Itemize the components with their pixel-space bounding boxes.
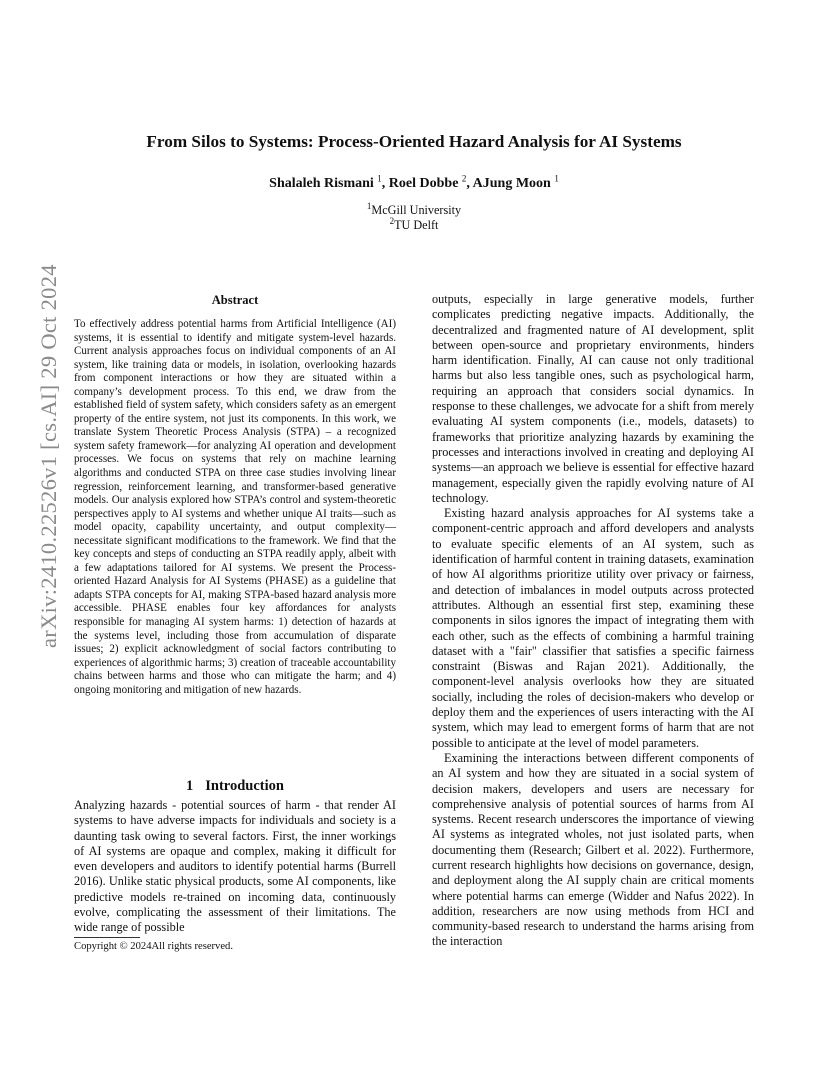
arxiv-identifier-stamp: arXiv:2410.22526v1 [cs.AI] 29 Oct 2024 (36, 264, 61, 648)
author-affil-mark: 1 (377, 173, 382, 184)
author-affil-mark: 1 (554, 173, 559, 184)
author-affil-mark: 2 (461, 173, 467, 184)
section-number: 1 (186, 778, 194, 794)
intro-paragraph: outputs, especially in large generative models, further complicates predicting negative impacts. Additionally, the decentralized and fragmented nature of AI development, split between open-source and proprietary environments, hinders harm identification. Finally, AI can cause not only traditional harms but also less tangible ones, such as psychological harm, requiring an approach that considers social dynamics. In response to these challenges, we advocate for a shift from merely evaluating AI system components (i.e., models, datasets) to frameworks that prioritize analyzing hazards by examining the processes and interactions involved in creating and deploying AI systems—an approach we believe is essential for effective hazard management, especially given the rapidly evolving nature of AI technology. (432, 292, 754, 505)
author-name: Shalaleh Rismani (269, 176, 374, 191)
affiliation-number: 2 (389, 215, 395, 226)
author-list: Shalaleh Rismani $^1$, Roel Dobbe $^2$, AJung Moon $^1$ (269, 173, 559, 191)
affiliation-name: TU Delft (394, 218, 439, 232)
intro-paragraph: Examining the interactions between different components of an AI system and how they are situated in a social system of decision makers, developers and users are necessary for comprehensive analysis of potential sources of harms from AI systems. Recent research underscores the importance of viewing AI systems as integrated wholes, not just isolated parts, when documenting them (Research; Gilbert et al. 2022). Furthermore, current research highlights how decisions on governance, design, and deployment along the AI supply chain are critical moments where potential harms can emerge (Widder and Nafus 2022). In addition, researchers are now using methods from HCI and community-based research to understand the harms arising from the interaction (432, 750, 754, 949)
right-column (432, 292, 754, 950)
abstract-heading: Abstract (211, 293, 259, 307)
paper-title: From Silos to Systems: Process-Oriented Hazard Analysis for AI Systems (146, 132, 682, 151)
intro-paragraph: Existing hazard analysis approaches for AI systems take a component-centric approach and afford developers and analysts to evaluate specific elements of an AI system, such as identification of harmful content in training datasets, examination of how AI algorithms prioritize utility over privacy or fairness, and detection of imbalances in model outputs across protected attributes. Although an essential first step, examining these components in silos ignores the impact of integrating them with each other, such as the effects of combining a harmful training dataset with a "fair" classifier that satisfies a specific fairness constraint (Biswas and Rajan 2021). Additionally, the component-level analysis overlooks how they are situated socially, including the roles of decision-makers who develop or deploy them and the experiences of users interacting with the AI system, which may lead to emergent forms of harm that are not possible to anticipate at the level of model parameters. (432, 506, 754, 750)
affiliation (40, 215, 788, 233)
affiliation-number: 1 (366, 200, 372, 211)
intro-paragraph-left: Analyzing hazards - potential sources of harm - that render AI systems to have adverse impacts for individuals and society is a daunting task owing to several factors. First, the inner workings of AI systems are opaque and complex, making it difficult for even developers and auditors to identify potential harms (Burrell 2016). Unlike static physical products, some AI components, like predictive models re-trained on incoming data, continuously evolve, complicating the assessment of their limitations. The wide range of possible (74, 798, 396, 935)
footnote-rule (74, 937, 140, 938)
author-name: Roel Dobbe (388, 176, 459, 191)
affiliation (40, 200, 788, 218)
abstract-text: To effectively address potential harms from Artificial Intelligence (AI) systems, it is essential to identify and mitigate system-level hazards. Current analysis approaches focus on individual components of an AI system, like training data or models, in isolation, overlooking hazards from component interactions or how they are situated within a company’s development process. To this end, we draw from the established field of system safety, which considers safety as an emergent property of the entire system, not just its components. In this work, we translate System Theoretic Process Analysis (STPA) – a recognized system safety framework—for analyzing AI operation and development processes. We focus on systems that rely on machine learning algorithms and conducted STPA on three case studies involving linear regression, reinforcement learning, and transformer-based generative models. Our analysis explored how STPA’s control and system-theoretic perspectives apply to AI systems and whether unique AI traits—such as model opacity, capability uncertainty, and output complexity—necessitate significant modifications to the framework. We find that the key concepts and steps of conducting an STPA readily apply, albeit with a few adaptations tailored for AI systems. We present the Process-oriented Hazard Analysis for AI Systems (PHASE) as a guideline that adapts STPA concepts for AI, making STPA-based hazard analysis more accessible. PHASE enables four key affordances for analysts responsible for managing AI system harms: 1) detection of hazards at the systems level, including those from accumulation of disparate issues; 2) explicit acknowledgment of social factors contributing to experiences of algorithmic harms; 3) creation of traceable accountability chains between harms and those who can mitigate the harm; and 4) ongoing monitoring and mitigation of new hazards. (74, 318, 396, 696)
copyright-notice: Copyright © 2024All rights reserved. (74, 941, 233, 952)
affiliation-name: McGill University (371, 203, 462, 217)
section-title: Introduction (205, 778, 284, 794)
section-heading (74, 778, 396, 795)
author-name: AJung Moon (472, 176, 551, 191)
